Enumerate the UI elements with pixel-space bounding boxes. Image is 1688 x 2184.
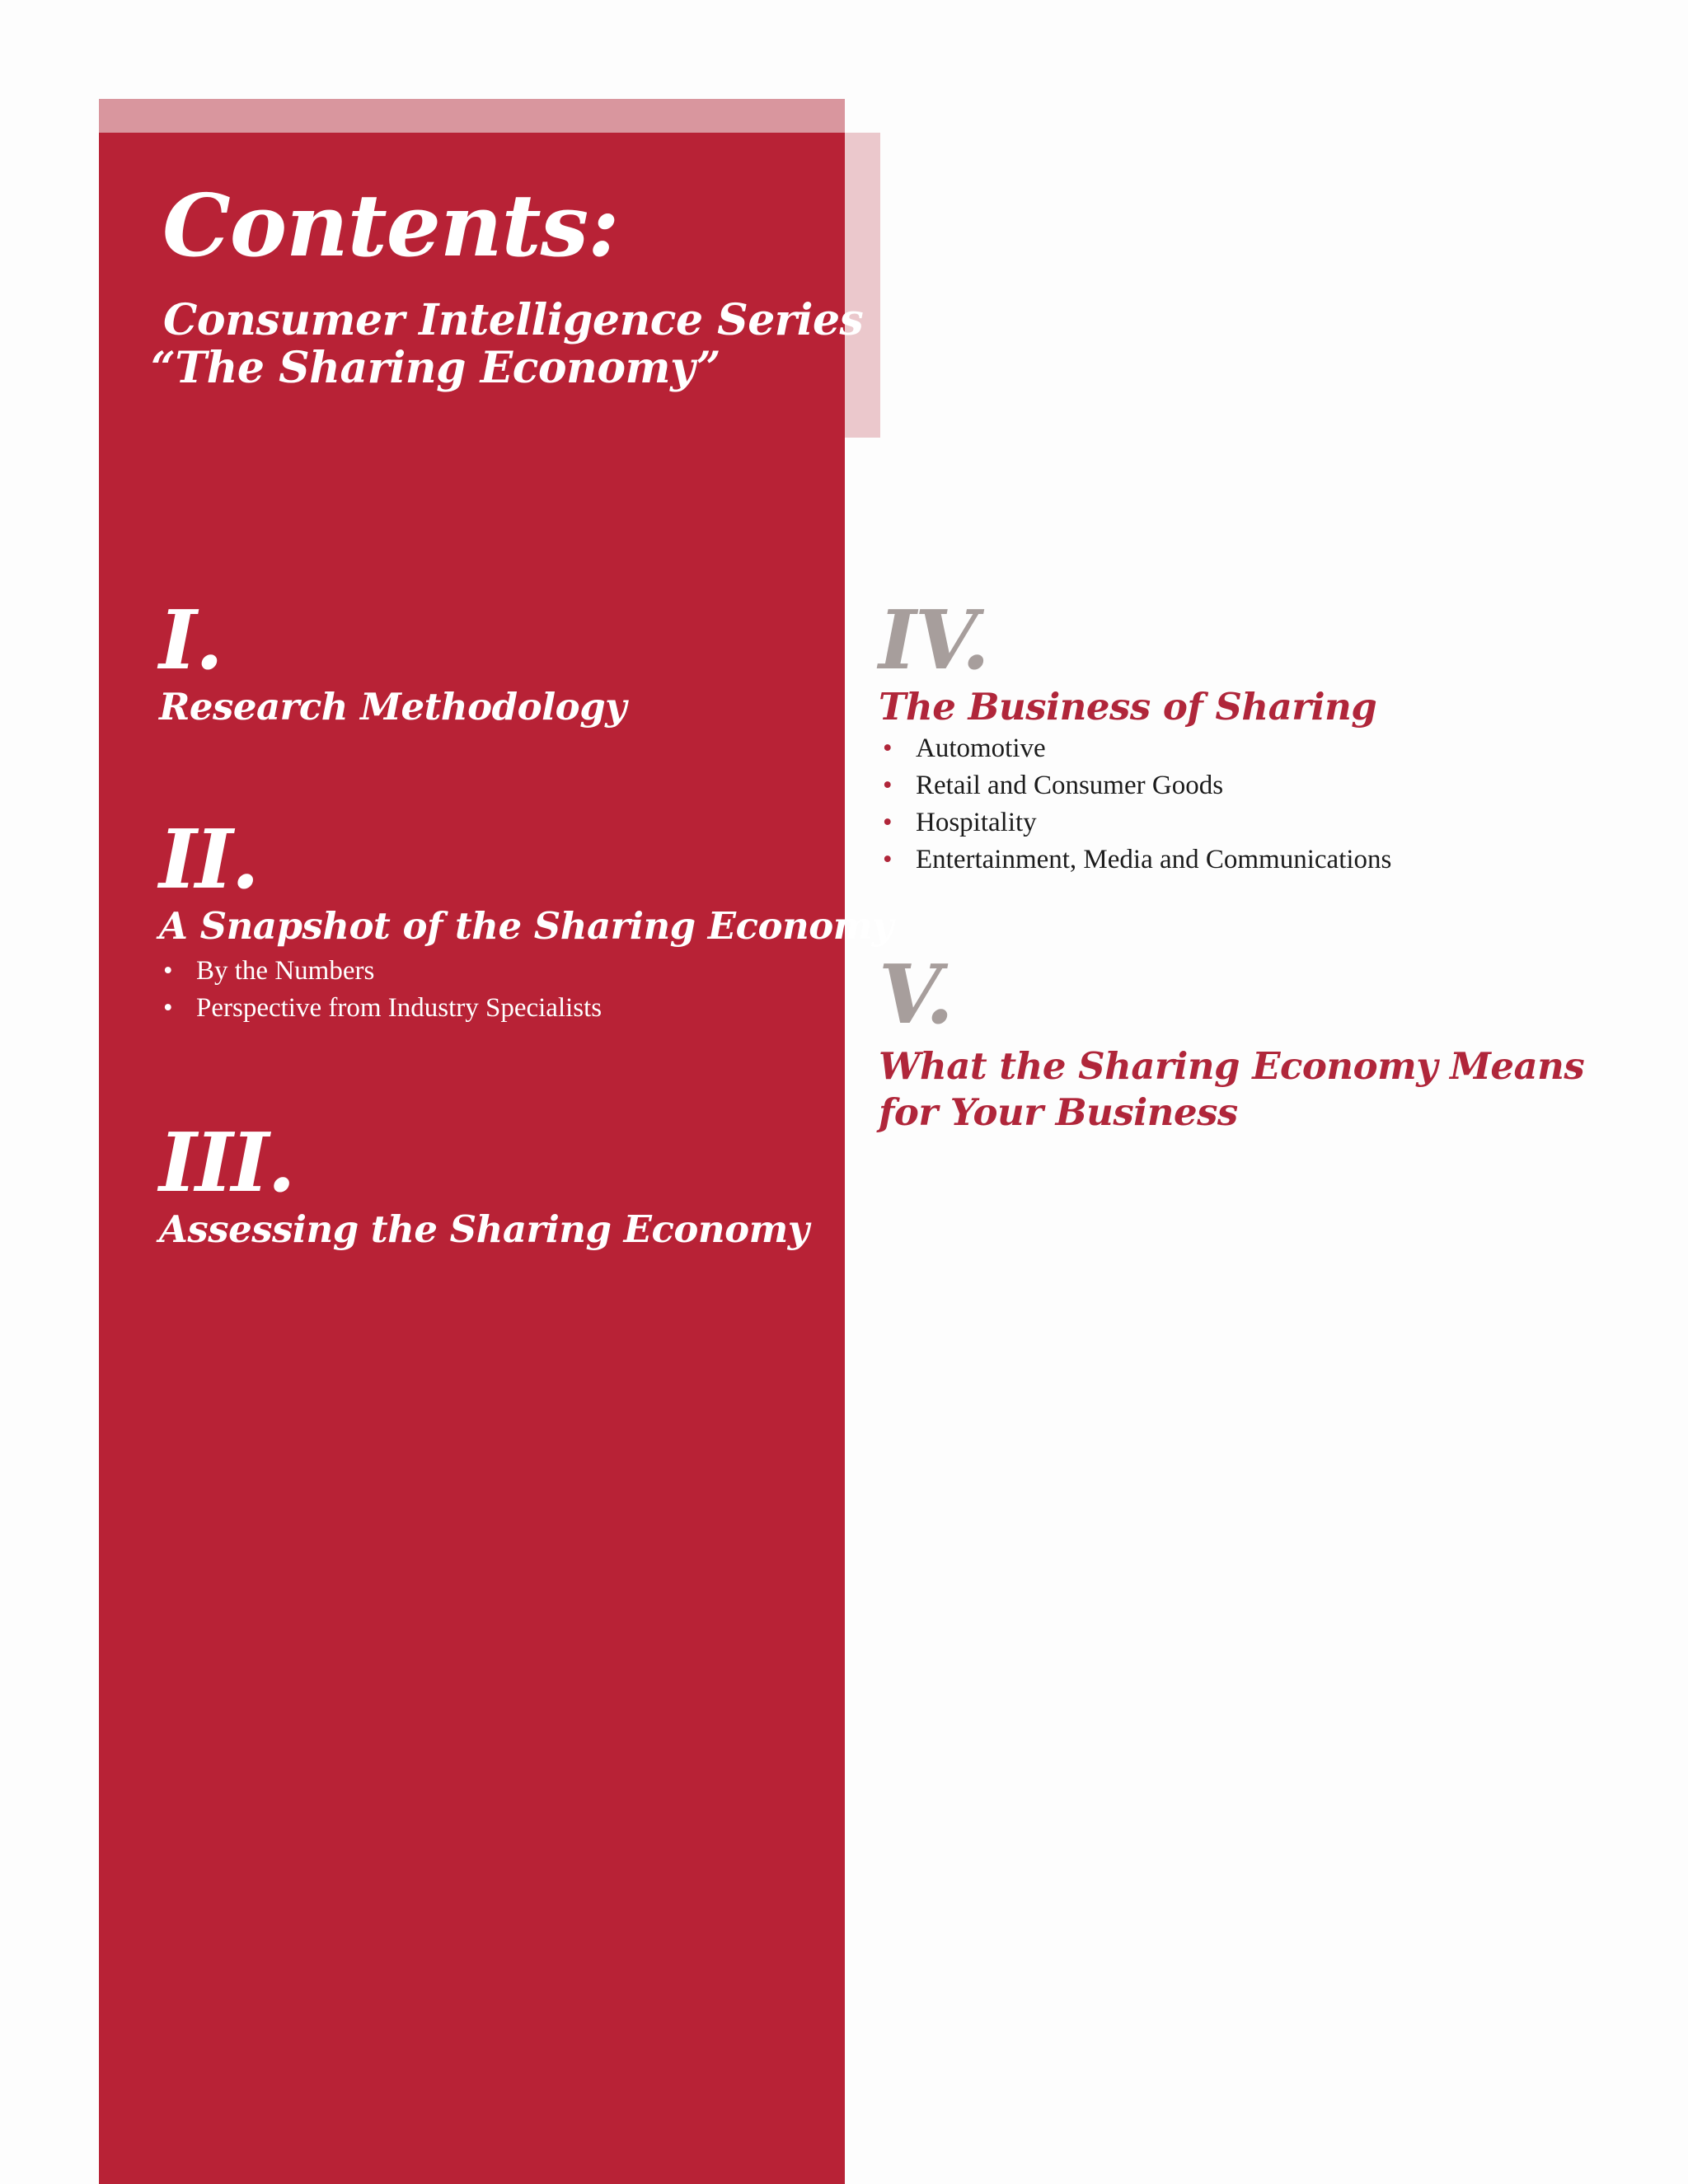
list-item: • Retail and Consumer Goods: [879, 767, 1391, 804]
section-4: [879, 593, 1392, 879]
section-2-list: [159, 953, 893, 1027]
bullet-dot-icon: •: [883, 808, 893, 837]
section-2-numeral: II.: [159, 813, 258, 907]
section-1: [159, 593, 626, 730]
list-item: • Entertainment, Media and Communications: [879, 841, 1391, 879]
list-item: • Perspective from Industry Specialists: [159, 990, 893, 1027]
section-4-numeral: IV.: [879, 593, 988, 688]
section-3-numeral: III.: [159, 1116, 294, 1211]
subtitle-line-1: Consumer Intelligence Series: [163, 295, 864, 345]
bullet-dot-icon: •: [883, 845, 893, 874]
top-accent-strip: [99, 99, 845, 133]
series-subtitle: [151, 297, 863, 392]
bullet-dot-icon: •: [163, 956, 173, 986]
section-3: [159, 1116, 809, 1253]
section-4-list: [879, 730, 1391, 879]
subtitle-line-2: “The Sharing Economy”: [151, 343, 721, 393]
bullet-dot-icon: •: [883, 733, 893, 763]
bullet-dot-icon: •: [163, 993, 173, 1023]
section-1-heading: Research Methodology: [159, 685, 626, 729]
section-5-numeral: V.: [879, 948, 953, 1043]
section-2-heading: A Snapshot of the Sharing Economy: [159, 904, 893, 948]
list-item: • By the Numbers: [159, 953, 893, 990]
section-1-numeral: I.: [159, 593, 222, 688]
bullet-dot-icon: •: [883, 771, 893, 800]
section-5: [879, 948, 1585, 1136]
list-item: • Automotive: [879, 730, 1391, 767]
section-3-heading: Assessing the Sharing Economy: [159, 1207, 809, 1251]
page-title: Contents:: [162, 175, 619, 276]
section-5-heading-line-2: for Your Business: [879, 1090, 1238, 1134]
section-2: [159, 813, 893, 1027]
list-item: • Hospitality: [879, 804, 1391, 841]
section-4-heading: The Business of Sharing: [879, 685, 1377, 729]
section-5-heading-line-1: What the Sharing Economy Means: [879, 1044, 1585, 1088]
